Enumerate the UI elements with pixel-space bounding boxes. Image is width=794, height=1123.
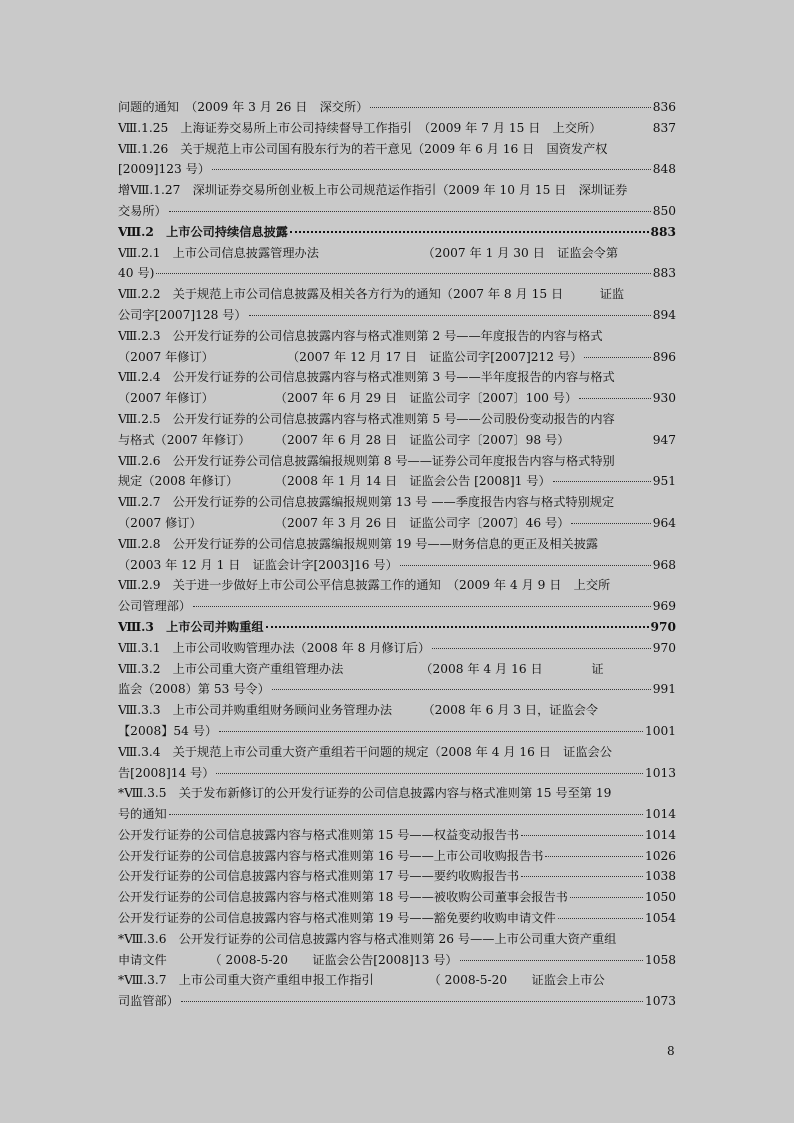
toc-page-ref: 964 bbox=[652, 515, 676, 530]
toc-entry[interactable] bbox=[118, 866, 676, 887]
toc-page-ref: 968 bbox=[652, 557, 676, 572]
dot-leader bbox=[272, 689, 651, 690]
toc-entry[interactable] bbox=[118, 887, 676, 908]
toc-entry[interactable] bbox=[118, 908, 676, 929]
toc-entry-text: （2007 修订） （2007 年 3 月 26 日 证监公司字〔2007〕46 号） bbox=[118, 515, 570, 530]
toc-page-ref: 1014 bbox=[644, 827, 676, 842]
toc-page-ref: 883 bbox=[650, 224, 676, 239]
toc-entry[interactable] bbox=[118, 201, 676, 222]
toc-entry[interactable] bbox=[118, 638, 676, 659]
dot-leader bbox=[169, 211, 651, 212]
toc-entry[interactable] bbox=[118, 825, 676, 846]
dot-leader bbox=[570, 897, 643, 898]
toc-entry-text: Ⅷ.2.4 公开发行证券的公司信息披露内容与格式准则第 3 号——半年度报告的内容与格式 bbox=[118, 370, 615, 385]
toc-page-ref: 951 bbox=[652, 474, 676, 489]
dot-leader bbox=[370, 107, 650, 108]
dot-leader bbox=[216, 773, 642, 774]
toc-entry-text: Ⅷ.2.6 公开发行证券公司信息披露编报规则第 8 号——证券公司年度报告内容与格式特别 bbox=[118, 453, 615, 468]
toc-entry-text: Ⅷ.2.8 公开发行证券的公司信息披露编报规则第 19 号——财务信息的更正及相关披露 bbox=[118, 536, 599, 551]
toc-entry-text: 公司管理部） bbox=[118, 599, 192, 614]
dot-leader bbox=[193, 606, 651, 607]
toc-entry-text: 公司字[2007]128 号） bbox=[118, 307, 247, 322]
toc-entry-text: 公开发行证券的公司信息披露内容与格式准则第 16 号——上市公司收购报告书 bbox=[118, 848, 544, 863]
toc-entry[interactable] bbox=[118, 347, 676, 368]
toc-page-ref: 1014 bbox=[644, 807, 676, 822]
toc-page-ref: 1050 bbox=[644, 890, 676, 905]
toc-entry-text: Ⅷ.2 上市公司持续信息披露 bbox=[118, 224, 288, 239]
toc-entry[interactable] bbox=[118, 159, 676, 180]
toc-page-ref: 1073 bbox=[644, 994, 676, 1009]
toc-page-ref: 1026 bbox=[644, 848, 676, 863]
toc-entry[interactable] bbox=[118, 222, 676, 243]
toc-entry[interactable] bbox=[118, 409, 676, 430]
toc-entry-text: Ⅷ.2.9 关于进一步做好上市公司公平信息披露工作的通知 （2009 年 4 月 9 日 上交所 bbox=[118, 578, 611, 593]
toc-entry[interactable] bbox=[118, 742, 676, 763]
toc-entry-text: 监会（2008）第 53 号令） bbox=[118, 682, 270, 697]
toc-entry-text: 公开发行证券的公司信息披露内容与格式准则第 17 号——要约收购报告书 bbox=[118, 869, 520, 884]
toc-entry-text: Ⅷ.3.2 上市公司重大资产重组管理办法 （2008 年 4 月 16 日 证 bbox=[118, 661, 604, 676]
toc-entry-text: Ⅷ.1.26 关于规范上市公司国有股东行为的若干意见（2009 年 6 月 16 日 国资发产权 bbox=[118, 141, 608, 156]
dot-leader bbox=[249, 315, 651, 316]
toc-entry[interactable] bbox=[118, 763, 676, 784]
dot-leader bbox=[156, 273, 650, 274]
toc-entry[interactable] bbox=[118, 388, 676, 409]
dot-leader bbox=[212, 169, 651, 170]
toc-page-ref: 850 bbox=[652, 203, 676, 218]
toc-page-ref: 848 bbox=[652, 162, 676, 177]
toc-entry-text: 40 号) bbox=[118, 266, 155, 281]
toc-entry[interactable] bbox=[118, 555, 676, 576]
toc-entry-text: Ⅷ.1.25 上海证券交易所上市公司持续督导工作指引 （2009 年 7 月 15 日 上交所） bbox=[118, 120, 602, 135]
toc-entry-text: 公开发行证券的公司信息披露内容与格式准则第 15 号——权益变动报告书 bbox=[118, 827, 520, 842]
toc-page-ref: 970 bbox=[652, 640, 676, 655]
dot-leader bbox=[521, 876, 643, 877]
toc-entry[interactable] bbox=[118, 534, 676, 555]
toc-page-ref: 930 bbox=[652, 391, 676, 406]
dot-leader bbox=[584, 357, 650, 358]
toc-page-ref: 991 bbox=[652, 682, 676, 697]
page-number: 8 bbox=[667, 1044, 675, 1058]
toc-entry[interactable] bbox=[118, 846, 676, 867]
toc-entry[interactable] bbox=[118, 367, 676, 388]
toc-entry[interactable] bbox=[118, 97, 676, 118]
toc-entry-text: 与格式（2007 年修订） （2007 年 6 月 28 日 证监公司字〔2007〕98 号） bbox=[118, 432, 570, 447]
toc-entry[interactable] bbox=[118, 430, 676, 451]
toc-entry-text: Ⅷ.3.1 上市公司收购管理办法（2008 年 8 月修订后） bbox=[118, 640, 431, 655]
toc-entry[interactable] bbox=[118, 679, 676, 700]
toc-entry[interactable] bbox=[118, 721, 676, 742]
toc-page-ref: 969 bbox=[652, 599, 676, 614]
toc-entry[interactable] bbox=[118, 575, 676, 596]
toc-entry[interactable] bbox=[118, 326, 676, 347]
toc-page-ref: 947 bbox=[652, 432, 676, 447]
table-of-contents bbox=[118, 97, 676, 1012]
toc-entry[interactable] bbox=[118, 659, 676, 680]
toc-entry-text: 【2008】54 号） bbox=[118, 723, 218, 738]
toc-entry-text: Ⅷ.3.4 关于规范上市公司重大资产重组若干问题的规定（2008 年 4 月 16 日 证监会公 bbox=[118, 744, 612, 759]
toc-entry-text: （2003 年 12 月 1 日 证监会计字[2003]16 号） bbox=[118, 557, 398, 572]
toc-page-ref: 1013 bbox=[644, 765, 676, 780]
toc-entry[interactable] bbox=[118, 596, 676, 617]
toc-page-ref: 836 bbox=[652, 100, 676, 114]
toc-entry-text: 告[2008]14 号） bbox=[118, 765, 215, 780]
toc-entry[interactable] bbox=[118, 617, 676, 638]
toc-page-ref: 837 bbox=[652, 120, 676, 135]
toc-entry[interactable] bbox=[118, 263, 676, 284]
toc-entry-text: 交易所） bbox=[118, 203, 167, 218]
toc-entry-text: [2009]123 号） bbox=[118, 162, 211, 177]
toc-entry[interactable] bbox=[118, 284, 676, 305]
toc-entry-text: *Ⅷ.3.6 公开发行证券的公司信息披露内容与格式准则第 26 号——上市公司重大资产重组 bbox=[118, 931, 617, 946]
dot-leader bbox=[266, 626, 649, 628]
toc-entry[interactable] bbox=[118, 180, 676, 201]
toc-entry-text: 规定（2008 年修订） （2008 年 1 月 14 日 证监会公告 [2008]1 号） bbox=[118, 474, 551, 489]
toc-entry-text: （2007 年修订） （2007 年 12 月 17 日 证监公司字[2007]212 号） bbox=[118, 349, 583, 364]
toc-entry-text: 问题的通知 （2009 年 3 月 26 日 深交所） bbox=[118, 100, 369, 114]
dot-leader bbox=[219, 731, 643, 732]
toc-entry-text: Ⅷ.2.3 公开发行证券的公司信息披露内容与格式准则第 2 号——年度报告的内容与格式 bbox=[118, 328, 603, 343]
toc-entry[interactable] bbox=[118, 929, 676, 950]
toc-page-ref: 1001 bbox=[644, 723, 676, 738]
toc-entry[interactable] bbox=[118, 783, 676, 804]
dot-leader bbox=[181, 1001, 643, 1002]
toc-entry-text: Ⅷ.2.5 公开发行证券的公司信息披露内容与格式准则第 5 号——公司股份变动报告的内容 bbox=[118, 411, 615, 426]
toc-entry[interactable] bbox=[118, 991, 676, 1012]
toc-page-ref: 883 bbox=[652, 266, 676, 281]
toc-entry-text: 申请文件 （ 2008-5-20 证监会公告[2008]13 号） bbox=[118, 952, 458, 967]
toc-entry[interactable] bbox=[118, 305, 676, 326]
toc-entry-text: Ⅷ.2.7 公开发行证券的公司信息披露编报规则第 13 号 ——季度报告内容与格式特别规定 bbox=[118, 495, 615, 510]
toc-page-ref: 1058 bbox=[644, 952, 676, 967]
toc-entry-text: 号的通知 bbox=[118, 807, 167, 822]
toc-entry-text: 公开发行证券的公司信息披露内容与格式准则第 18 号——被收购公司董事会报告书 bbox=[118, 890, 568, 905]
toc-entry[interactable] bbox=[118, 970, 676, 991]
dot-leader bbox=[432, 648, 651, 649]
toc-entry[interactable] bbox=[118, 471, 676, 492]
toc-page-ref: 1038 bbox=[644, 869, 676, 884]
toc-entry-text: 公开发行证券的公司信息披露内容与格式准则第 19 号——豁免要约收购申请文件 bbox=[118, 911, 556, 926]
toc-entry[interactable] bbox=[118, 243, 676, 264]
toc-page-ref: 896 bbox=[652, 349, 676, 364]
toc-entry-text: Ⅷ.2.2 关于规范上市公司信息披露及相关各方行为的通知（2007 年 8 月 15 日 证监 bbox=[118, 287, 625, 302]
toc-entry[interactable] bbox=[118, 492, 676, 513]
dot-leader bbox=[558, 918, 643, 919]
dot-leader bbox=[460, 960, 643, 961]
toc-entry[interactable] bbox=[118, 118, 676, 139]
dot-leader bbox=[400, 565, 651, 566]
dot-leader bbox=[290, 231, 649, 233]
toc-entry-text: 增Ⅷ.1.27 深圳证券交易所创业板上市公司规范运作指引（2009 年 10 月 15 日 深圳证券 bbox=[118, 183, 628, 198]
dot-leader bbox=[571, 523, 650, 524]
toc-page-ref: 970 bbox=[650, 619, 676, 634]
toc-entry[interactable] bbox=[118, 700, 676, 721]
toc-entry[interactable] bbox=[118, 950, 676, 971]
toc-entry-text: *Ⅷ.3.5 关于发布新修订的公开发行证券的公司信息披露内容与格式准则第 15 号至第 19 bbox=[118, 786, 612, 801]
toc-entry-text: Ⅷ.3.3 上市公司并购重组财务顾问业务管理办法 （2008 年 6 月 3 日，证监会令 bbox=[118, 703, 599, 718]
toc-entry-text: （2007 年修订） （2007 年 6 月 29 日 证监公司字〔2007〕100 号） bbox=[118, 391, 578, 406]
toc-entry[interactable] bbox=[118, 804, 676, 825]
dot-leader bbox=[521, 835, 643, 836]
dot-leader bbox=[169, 814, 643, 815]
toc-entry[interactable] bbox=[118, 451, 676, 472]
toc-entry-text: *Ⅷ.3.7 上市公司重大资产重组申报工作指引 （ 2008-5-20 证监会上市公 bbox=[118, 973, 605, 988]
toc-page-ref: 894 bbox=[652, 307, 676, 322]
toc-entry[interactable] bbox=[118, 139, 676, 160]
dot-leader bbox=[553, 481, 651, 482]
toc-entry[interactable] bbox=[118, 513, 676, 534]
dot-leader bbox=[579, 398, 651, 399]
toc-page-ref: 1054 bbox=[644, 911, 676, 926]
toc-entry-text: Ⅷ.2.1 上市公司信息披露管理办法 （2007 年 1 月 30 日 证监会令第 bbox=[118, 245, 619, 260]
toc-entry-text: Ⅷ.3 上市公司并购重组 bbox=[118, 619, 264, 634]
dot-leader bbox=[545, 856, 643, 857]
toc-entry-text: 司监管部） bbox=[118, 994, 179, 1009]
